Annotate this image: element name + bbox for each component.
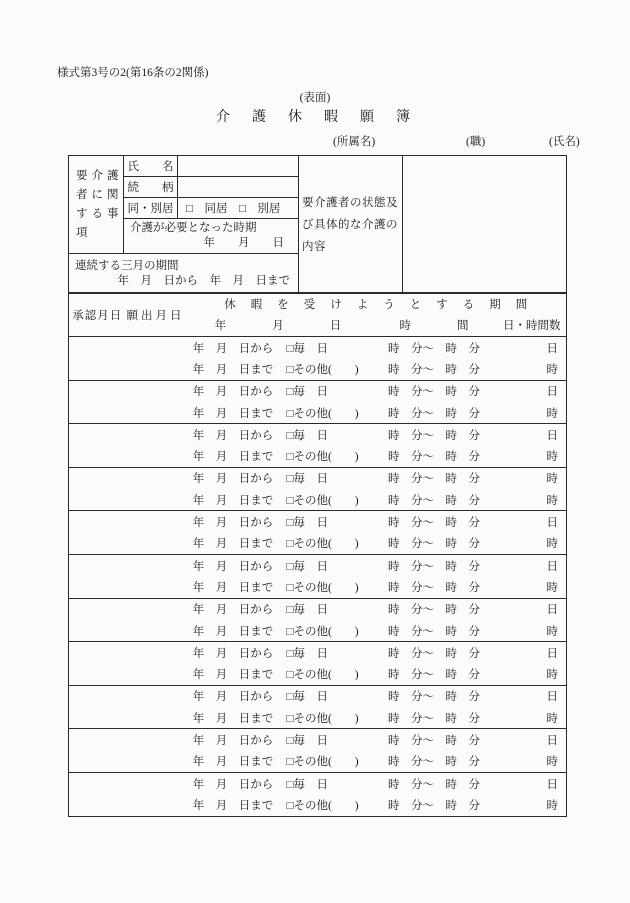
approval-date-cell xyxy=(69,729,126,773)
time-range-cell: 時 分～ 時 分 xyxy=(371,337,498,359)
unit-days-cell: 時 xyxy=(498,467,567,489)
care-start-label: 介護が必要となった時期 xyxy=(130,222,257,234)
time-range-cell: 時 分～ 時 分 xyxy=(388,494,480,507)
request-date-cell xyxy=(126,642,186,686)
date-from-cell: 年 月 日から xyxy=(186,511,281,533)
approval-date-cell xyxy=(69,598,126,642)
approval-date-cell xyxy=(69,380,126,424)
approval-date-cell xyxy=(69,685,126,729)
time-range-cell: 時 分～ 時 分 xyxy=(388,669,480,682)
approval-date-cell xyxy=(69,554,126,598)
date-from-cell: 年 月 日から xyxy=(186,424,281,446)
form-number: 様式第3号の2(第16条の2関係) xyxy=(57,67,209,79)
time-range-cell: 時 分～ 時 分 xyxy=(388,581,480,594)
relationship-row-label: 続 柄 xyxy=(124,177,178,198)
care-section-label: 要介護者に関する事項 xyxy=(69,156,124,254)
leave-group-row-from xyxy=(69,467,567,489)
time-range-cell: 時 分～ 時 分 xyxy=(388,712,480,725)
unit-hours-cell: 時 xyxy=(546,451,558,464)
date-to-cell: 年 月 日まで xyxy=(192,669,274,682)
time-range-cell: 時 分～ 時 分 xyxy=(371,598,498,620)
request-date-cell xyxy=(126,598,186,642)
other-option-cell: □その他( ) xyxy=(286,451,359,464)
request-date-cell xyxy=(126,380,186,424)
leave-group-row-from xyxy=(69,729,567,751)
date-to-cell: 年 月 日まで xyxy=(192,625,274,638)
time-subheader: 時 間 xyxy=(399,320,469,333)
unit-days-cell: 日 xyxy=(498,685,567,707)
approval-date-cell xyxy=(69,337,126,381)
other-option-cell: □その他( ) xyxy=(286,756,359,769)
time-range-cell: 時 分～ 時 分 xyxy=(371,380,498,402)
every-day-option-cell: □毎 日 xyxy=(281,772,371,794)
days-hours-subheader: 日・時間数 xyxy=(503,320,561,333)
every-day-option-cell: □毎 日 xyxy=(281,554,371,576)
care-start-cell xyxy=(124,219,299,254)
time-range-cell: 時 分～ 時 分 xyxy=(371,772,498,794)
date-from-cell: 年 月 日から xyxy=(186,467,281,489)
three-month-label: 連続する三月の期間 xyxy=(75,259,179,272)
time-range-cell: 時 分～ 時 分 xyxy=(371,467,498,489)
approval-date-cell xyxy=(69,511,126,555)
time-range-cell: 時 分～ 時 分 xyxy=(371,642,498,664)
request-date-cell xyxy=(126,511,186,555)
every-day-option-cell: □毎 日 xyxy=(281,642,371,664)
living-row-label: 同・別居 xyxy=(124,198,178,219)
unit-days-cell: 日 xyxy=(498,337,567,359)
time-range-cell: 時 分～ 時 分 xyxy=(388,756,480,769)
affiliation-label: (所属名) xyxy=(333,136,376,148)
leave-group-row-from xyxy=(69,554,567,576)
request-date-cell xyxy=(126,772,186,816)
time-range-cell: 時 分～ 時 分 xyxy=(388,407,480,420)
every-day-option-cell: □毎 日 xyxy=(281,380,371,402)
leave-group-row-from xyxy=(69,772,567,794)
other-option-cell: □その他( ) xyxy=(286,625,359,638)
every-day-option-cell: □毎 日 xyxy=(281,511,371,533)
date-to-cell: 年 月 日まで xyxy=(192,494,274,507)
unit-days-cell: 日 xyxy=(498,729,567,751)
approval-date-cell xyxy=(69,772,126,816)
side-label: (表面) xyxy=(299,92,331,104)
name-label: (氏名) xyxy=(549,136,580,148)
every-day-option-cell: □毎 日 xyxy=(281,337,371,359)
time-range-cell: 時 分～ 時 分 xyxy=(371,424,498,446)
approval-date-cell xyxy=(69,467,126,511)
request-date-cell xyxy=(126,424,186,468)
leave-period-header: 休暇を受けようとする期間 xyxy=(224,298,543,311)
name-row-label: 氏 名 xyxy=(124,156,178,177)
request-date-cell xyxy=(126,729,186,773)
unit-hours-cell: 時 xyxy=(546,407,558,420)
leave-group-row-from xyxy=(69,424,567,446)
relationship-value-field xyxy=(178,177,299,198)
care-start-date-blank: 年 月 日 xyxy=(203,237,284,249)
date-from-cell: 年 月 日から xyxy=(186,598,281,620)
unit-days-cell: 日 xyxy=(498,554,567,576)
request-date-cell xyxy=(126,337,186,381)
unit-hours-cell: 時 xyxy=(546,538,558,551)
care-condition-label-cell: 要介護者の状態及び具体的な介護の内容 xyxy=(299,156,403,294)
other-option-cell: □その他( ) xyxy=(286,363,359,376)
date-to-cell: 年 月 日まで xyxy=(192,581,274,594)
leave-table-body xyxy=(69,337,567,817)
care-name-row xyxy=(69,156,567,177)
date-to-cell: 年 月 日まで xyxy=(192,451,274,464)
other-option-cell: □その他( ) xyxy=(286,712,359,725)
leave-group-row-from xyxy=(69,642,567,664)
request-date-cell xyxy=(126,554,186,598)
living-options-field: □ 同居 □ 別居 xyxy=(178,198,299,219)
date-to-cell: 年 月 日まで xyxy=(192,799,274,812)
approval-date-cell xyxy=(69,642,126,686)
care-recipient-table xyxy=(68,155,567,294)
date-to-cell: 年 月 日まで xyxy=(192,363,274,376)
date-from-cell: 年 月 日から xyxy=(186,772,281,794)
date-from-cell: 年 月 日から xyxy=(186,642,281,664)
position-label: (職) xyxy=(466,136,486,148)
unit-hours-cell: 時 xyxy=(546,581,558,594)
other-option-cell: □その他( ) xyxy=(286,538,359,551)
leave-group-row-from xyxy=(69,380,567,402)
every-day-option-cell: □毎 日 xyxy=(281,467,371,489)
page-title: 介 護 休 暇 願 簿 xyxy=(216,110,414,125)
date-to-cell: 年 月 日まで xyxy=(192,407,274,420)
request-date-cell xyxy=(126,467,186,511)
three-month-range-blank: 年 月 日から 年 月 日まで xyxy=(117,274,290,287)
date-to-cell: 年 月 日まで xyxy=(192,712,274,725)
unit-hours-cell: 時 xyxy=(546,756,558,769)
leave-group-row-from xyxy=(69,511,567,533)
leave-table-header-row-1 xyxy=(69,293,567,315)
leave-group-row-from xyxy=(69,598,567,620)
time-range-cell: 時 分～ 時 分 xyxy=(388,625,480,638)
every-day-option-cell: □毎 日 xyxy=(281,424,371,446)
time-range-cell: 時 分～ 時 分 xyxy=(388,451,480,464)
unit-hours-cell: 時 xyxy=(546,669,558,682)
time-range-cell: 時 分～ 時 分 xyxy=(388,538,480,551)
request-date-header: 願出月日 xyxy=(126,309,185,322)
time-range-cell: 時 分～ 時 分 xyxy=(371,511,498,533)
leave-table xyxy=(68,292,567,817)
every-day-option-cell: □毎 日 xyxy=(281,685,371,707)
unit-hours-cell: 時 xyxy=(546,712,558,725)
date-from-cell: 年 月 日から xyxy=(186,729,281,751)
every-day-option-cell: □毎 日 xyxy=(281,598,371,620)
other-option-cell: □その他( ) xyxy=(286,669,359,682)
unit-days-cell: 日 xyxy=(498,598,567,620)
unit-hours-cell: 時 xyxy=(546,363,558,376)
time-range-cell: 時 分～ 時 分 xyxy=(371,554,498,576)
time-range-cell: 時 分～ 時 分 xyxy=(388,363,480,376)
unit-days-cell: 日 xyxy=(498,424,567,446)
unit-days-cell: 日 xyxy=(498,772,567,794)
date-to-cell: 年 月 日まで xyxy=(192,538,274,551)
unit-hours-cell: 時 xyxy=(546,625,558,638)
date-to-cell: 年 月 日まで xyxy=(192,756,274,769)
care-condition-blank-cell xyxy=(403,156,567,294)
date-from-cell: 年 月 日から xyxy=(186,380,281,402)
date-from-cell: 年 月 日から xyxy=(186,685,281,707)
leave-group-row-from xyxy=(69,685,567,707)
unit-days-cell: 日 xyxy=(498,642,567,664)
leave-group-row-from xyxy=(69,337,567,359)
time-range-cell: 時 分～ 時 分 xyxy=(371,685,498,707)
unit-days-cell: 日 xyxy=(498,380,567,402)
approval-date-cell xyxy=(69,424,126,468)
name-value-field xyxy=(178,156,299,177)
other-option-cell: □その他( ) xyxy=(286,494,359,507)
approval-date-header: 承認月日 xyxy=(72,309,123,322)
time-range-cell: 時 分～ 時 分 xyxy=(388,799,480,812)
other-option-cell: □その他( ) xyxy=(286,581,359,594)
date-from-cell: 年 月 日から xyxy=(186,337,281,359)
unit-days-cell: 日 xyxy=(498,511,567,533)
date-subheader: 年 月 日 xyxy=(214,320,342,333)
unit-hours-cell: 時 xyxy=(546,799,558,812)
other-option-cell: □その他( ) xyxy=(286,407,359,420)
three-month-cell xyxy=(69,254,299,294)
unit-hours-cell: 時 xyxy=(546,494,558,507)
date-from-cell: 年 月 日から xyxy=(186,554,281,576)
time-range-cell: 時 分～ 時 分 xyxy=(371,729,498,751)
every-day-option-cell: □毎 日 xyxy=(281,729,371,751)
other-option-cell: □その他( ) xyxy=(286,799,359,812)
request-date-cell xyxy=(126,685,186,729)
